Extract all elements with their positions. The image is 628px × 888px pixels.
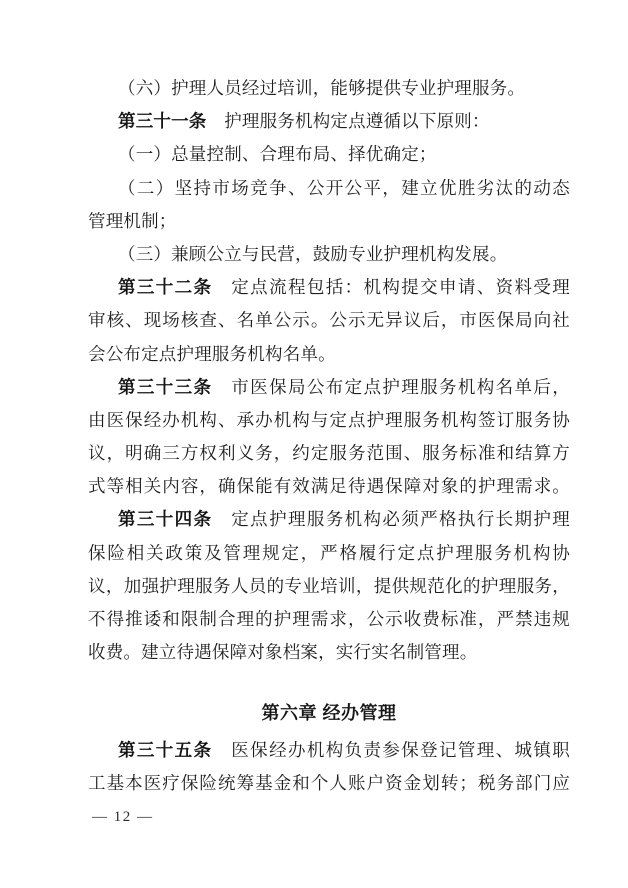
article-line: 第三十三条 市医保局公布定点护理服务机构名单后， [118,376,570,397]
chapter-heading: 第六章 经办管理 [261,703,397,724]
text-line: （一）总量控制、合理布局、择优确定； [118,144,437,165]
text-line: 工基本医疗保险统筹基金和个人账户资金划转；税务部门应 [88,772,570,793]
text-line: 议，加强护理服务人员的专业培训，提供规范化的护理服务， [88,575,570,596]
article-number: 第三十二条 [118,277,213,298]
article-number: 第三十五条 [118,739,213,760]
text-line: （六）护理人员经过培训，能够提供专业护理服务。 [118,78,526,98]
article-line: 第三十五条 医保经办机构负责参保登记管理、城镇职 [118,739,570,760]
text-line: 审核、现场核查、名单公示。公示无异议后，市医保局向社 [88,310,570,331]
page-number: — 12 — [92,809,154,825]
text-line: （二）坚持市场竞争、公开公平，建立优胜劣汰的动态 [118,177,570,198]
article-line: 第三十二条 定点流程包括：机构提交申请、资料受理 [118,277,570,298]
text-line: 式等相关内容，确保能有效满足待遇保障对象的护理需求。 [88,476,570,497]
article-line: 第三十一条 护理服务机构定点遵循以下原则： [118,111,490,132]
text-line: 议，明确三方权利义务，约定服务范围、服务标准和结算方 [88,443,570,464]
article-line: 第三十四条 定点护理服务机构必须严格执行长期护理 [118,509,570,530]
text-line: （三）兼顾公立与民营，鼓励专业护理机构发展。 [118,243,508,264]
text-line: 管理机制； [88,210,177,231]
article-number: 第三十一条 [118,111,207,132]
text-line: 由医保经办机构、承办机构与定点护理服务机构签订服务协 [88,409,570,430]
text-line: 不得推诿和限制合理的护理需求，公示收费标准，严禁违规 [88,609,570,629]
text-line: 收费。建立待遇保障对象档案，实行实名制管理。 [88,642,478,663]
text-line: 保险相关政策及管理规定，严格履行定点护理服务机构协 [88,542,570,563]
article-number: 第三十三条 [118,376,213,397]
article-number: 第三十四条 [118,509,213,530]
document-body [88,72,570,800]
text-line: 会公布定点护理服务机构名单。 [88,343,336,364]
